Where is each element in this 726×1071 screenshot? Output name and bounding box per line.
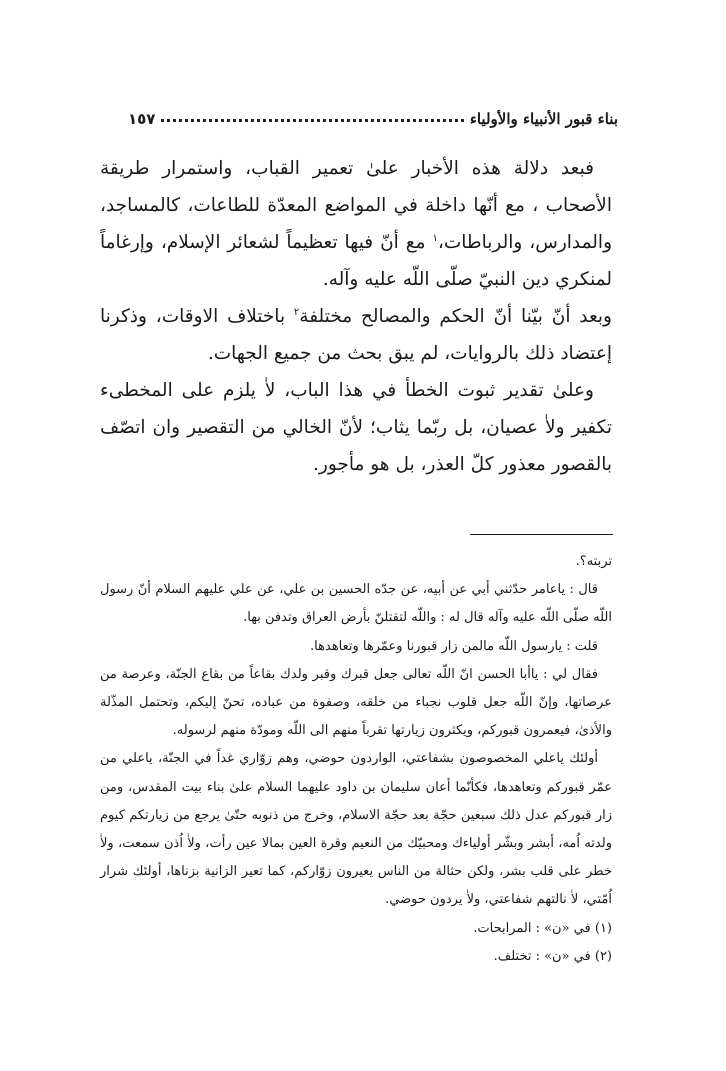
paragraph-1-text: فبعد دلالة هذه الأخبار علىٰ تعمير القباب، واستمرار طريقة الأصحاب ، مع أنّها داخلة في المواضع المعدّة للطاعات، كالمساجد، والمدارس، والرباطات،: [100, 158, 613, 253]
footnote-paragraph-3: فقال لي : ياأبا الحسن انّ اللّه تعالى جعل قبرك وقبر ولدك بقاعاً من بقاع الجنّة، وعرصة من عرصاتها، وإنّ اللّه جعل قلوب نجباء من خلقه، وصفوة من عباده، تحنّ إليكم، وتحتمل المذّلة والأذىٰ، فيعمرون قبوركم، ويكثرون زيارتها تقرباً منهم الى اللّه ومودّة منهم لرسوله.: [100, 666, 612, 739]
footnote-note-2: (٢) في «ن» : تختلف.: [493, 948, 612, 964]
main-text: [100, 150, 612, 483]
footnote-separator: [470, 534, 613, 535]
chapter-title: بناء قبور الأنبياء والأولياء: [469, 110, 618, 128]
footnotes: [100, 548, 612, 971]
paragraph-1: [100, 150, 612, 298]
dot-leader: [161, 119, 463, 122]
footnote-ref-1: ١: [432, 232, 438, 244]
footnote-continuation-start: تربته؟.: [575, 554, 612, 569]
paragraph-1-continuation: مع أنّ فيها تعظيماً لشعائر الإسلام، وإرغاماً لمنكري دين النبيّ صلّى اللّه عليه وآله.: [100, 232, 612, 290]
page-number: ١٥٧: [128, 110, 156, 128]
paragraph-3: وعلىٰ تقدير ثبوت الخطأ في هذا الباب، لاٰ يلزم على المخطىء تكفير ولاٰ عصيان، بل ربّما يثاب؛ لأنّ الخالي من التقصير وان اتصّف بالقصور معذور كلّ العذر، بل هو مأجور.: [100, 380, 612, 475]
footnote-note-1: (١) في «ن» : المرابحات.: [473, 920, 612, 936]
paragraph-2-text: وبعد أنّ بيّنا أنّ الحكم والمصالح مختلفة: [299, 306, 612, 327]
paragraph-2: [100, 298, 612, 372]
footnote-paragraph-4: أولئك ياعلي المخصوصون بشفاعتي، الواردون حوضي، وهم زوّاري غداً في الجنّة، ياعلي من عمّر قبوركم وتعاهدها، فكأنّما أعان سليمان بن داود عليهما السلام علىٰ بناء بيت المقدس، ومن زار قبوركم عدل ذلك سبعين حجّة بعد حجّة الاسلام، وخرج من ذنوبه حتّىٰ يرجع من زيارتكم كيوم ولدته اُمه، أبشر وبشّر أولياءك ومحبيّك من النعيم وقرة العين بمالا عين رأت، ولاٰ اُذن سمعت، ولاٰ خطر على قلب بشر، ولكن حثالة من الناس يعيرون زوّاركم، كما تعير الزانية بزناها، أولئك شرار اُمّتي، لاٰ نالتهم شفاعتي، ولاٰ يردون حوضي.: [100, 751, 612, 908]
running-header: [128, 98, 618, 128]
paragraph-2-continuation: باختلاف الاوقات، وذكرنا إعتضاد ذلك بالروايات، لم يبق بحث من جميع الجهات.: [100, 306, 612, 364]
footnote-ref-2: ٢: [293, 306, 300, 318]
footnote-paragraph-1: قال : ياعامر حدّثني أبي عن أبيه، عن جدّه الحسين بن علي، عن علي عليهم السلام أنّ رسول اللّه صلّى اللّه عليه وآله قال له : واللّه لتقتلنّ بأرض العراق وتدفن بها.: [100, 582, 612, 626]
footnote-paragraph-2: قلت : يارسول اللّه مالمن زار قبورنا وعمّرها وتعاهدها.: [310, 638, 598, 654]
